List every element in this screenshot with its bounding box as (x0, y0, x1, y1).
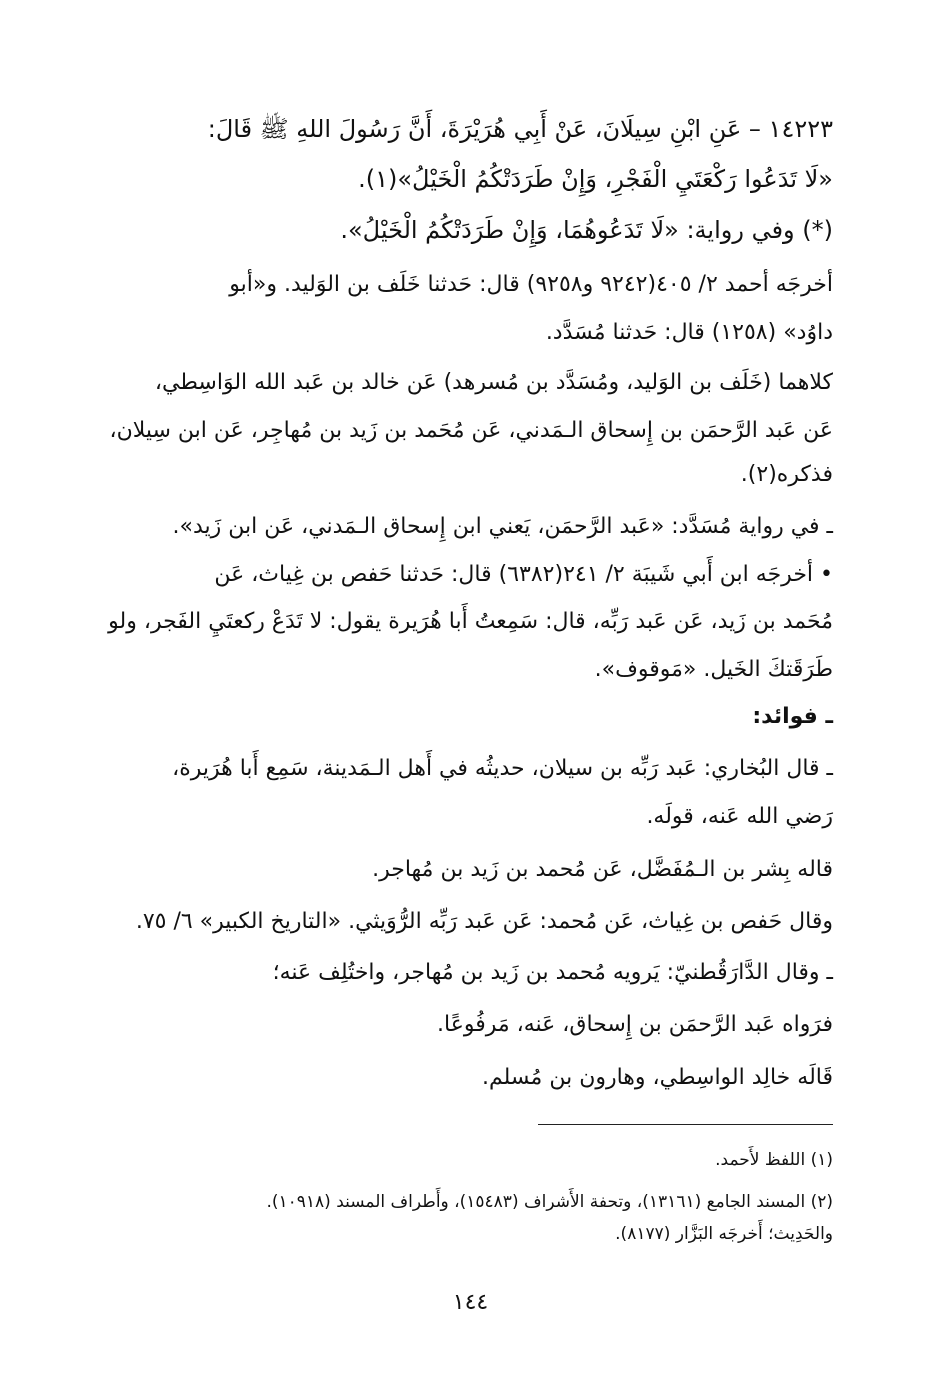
takhrij-line-2: داوُد» (١٢٥٨) قال: حَدثنا مُسَدَّد. (545, 320, 833, 345)
bukhari-line-3: قاله بِشر بن الـمُفَضَّل، عَن مُحمد بن زَيد بن مُهاجر. (372, 857, 833, 882)
isnad-line-1: كلاهما (خَلَف بن الوَليد، ومُسَدَّد بن مُسرهد) عَن خالد بن عَبد الله الوَاسِطي، (154, 370, 833, 395)
ibn-abi-shayba-line-2: مُحَمد بن زَيد، عَن عَبد رَبِّه، قال: سَمِعتُ أَبا هُرَيرة يقول: لا تَدَعْ ركعتَيِ الفَجر، ولو (108, 609, 833, 634)
hadith-line-3: (*) وفي رواية: «لَا تَدَعُوهُمَا، وَإِنْ طَرَدَتْكُمُ الْخَيْلُ». (340, 216, 833, 244)
bukhari-line-4: وقال حَفص بن غِياث، عَن مُحمد: عَن عَبد رَبِّه الرُّوَيثي. «التاريخ الكبير» ٦/ ٧٥. (135, 909, 833, 934)
bukhari-line-2: رَضي الله عَنه، قولَه. (646, 804, 833, 829)
fawaid-heading: ـ فوائد: (752, 704, 833, 729)
hadith-line-1: ١٤٢٢٣ – عَنِ ابْنِ سِيلَانَ، عَنْ أَبِي هُرَيْرَةَ، أَنَّ رَسُولَ اللهِ ﷺ قَالَ: (207, 115, 833, 143)
footnote-1: (١) اللفظ لأَحمد. (715, 1150, 833, 1170)
hadith-line-2: «لَا تَدَعُوا رَكْعَتَيِ الْفَجْرِ، وَإِنْ طَرَدَتْكُمُ الْخَيْلُ»(١). (358, 165, 833, 193)
isnad-line-2: عَن عَبد الرَّحمَن بن إِسحاق الـمَدني، عَن مُحَمد بن زَيد بن مُهاجِر، عَن ابن سِيلان، (109, 418, 833, 443)
isnad-line-3: فذكره(٢). (740, 462, 833, 487)
daraqutni-line-2: فرَواه عَبد الرَّحمَن بن إِسحاق، عَنه، مَرفُوعًا. (437, 1012, 833, 1037)
daraqutni-line-1: ـ وقال الدَّارَقُطنيّ: يَرويه مُحمد بن زَيد بن مُهاجر، واختُلِف عَنه؛ (272, 960, 833, 985)
takhrij-line-1: أخرجَه أحمد ٢/ ٤٠٥(٩٢٤٢ و٩٢٥٨) قال: حَدثنا خَلَف بن الوَليد. و«أبو (229, 272, 833, 297)
musaddad-riwaya-line: ـ في رواية مُسَدَّد: «عَبد الرَّحمَن، يَعني ابن إِسحاق الـمَدني، عَن ابن زَيد». (172, 514, 833, 539)
footnote-2: (٢) المسند الجامع (١٣١٦١)، وتحفة الأَشراف (١٥٤٨٣)، وأَطراف المسند (١٠٩١٨). (266, 1192, 833, 1212)
footnote-2-continued: والحَدِيث؛ أَخرجَه البَزَّار (٨١٧٧). (615, 1224, 833, 1244)
footnote-separator (538, 1124, 833, 1125)
page-number: ١٤٤ (452, 1290, 489, 1315)
bukhari-line-1: ـ قال البُخاري: عَبد رَبِّه بن سيلان، حديثُه في أَهل الـمَدينة، سَمِع أَبا هُرَيرة، (172, 756, 833, 781)
ibn-abi-shayba-line-1: • أخرجَه ابن أَبي شَيبَة ٢/ ٢٤١(٦٣٨٢) قال: حَدثنا حَفص بن غِياث، عَن (214, 562, 833, 587)
ibn-abi-shayba-line-3: طَرَقَتكَ الخَيل. «مَوقوف». (594, 657, 833, 682)
daraqutni-line-3: قَالَه خالِد الواسِطي، وهارون بن مُسلم. (482, 1065, 833, 1090)
